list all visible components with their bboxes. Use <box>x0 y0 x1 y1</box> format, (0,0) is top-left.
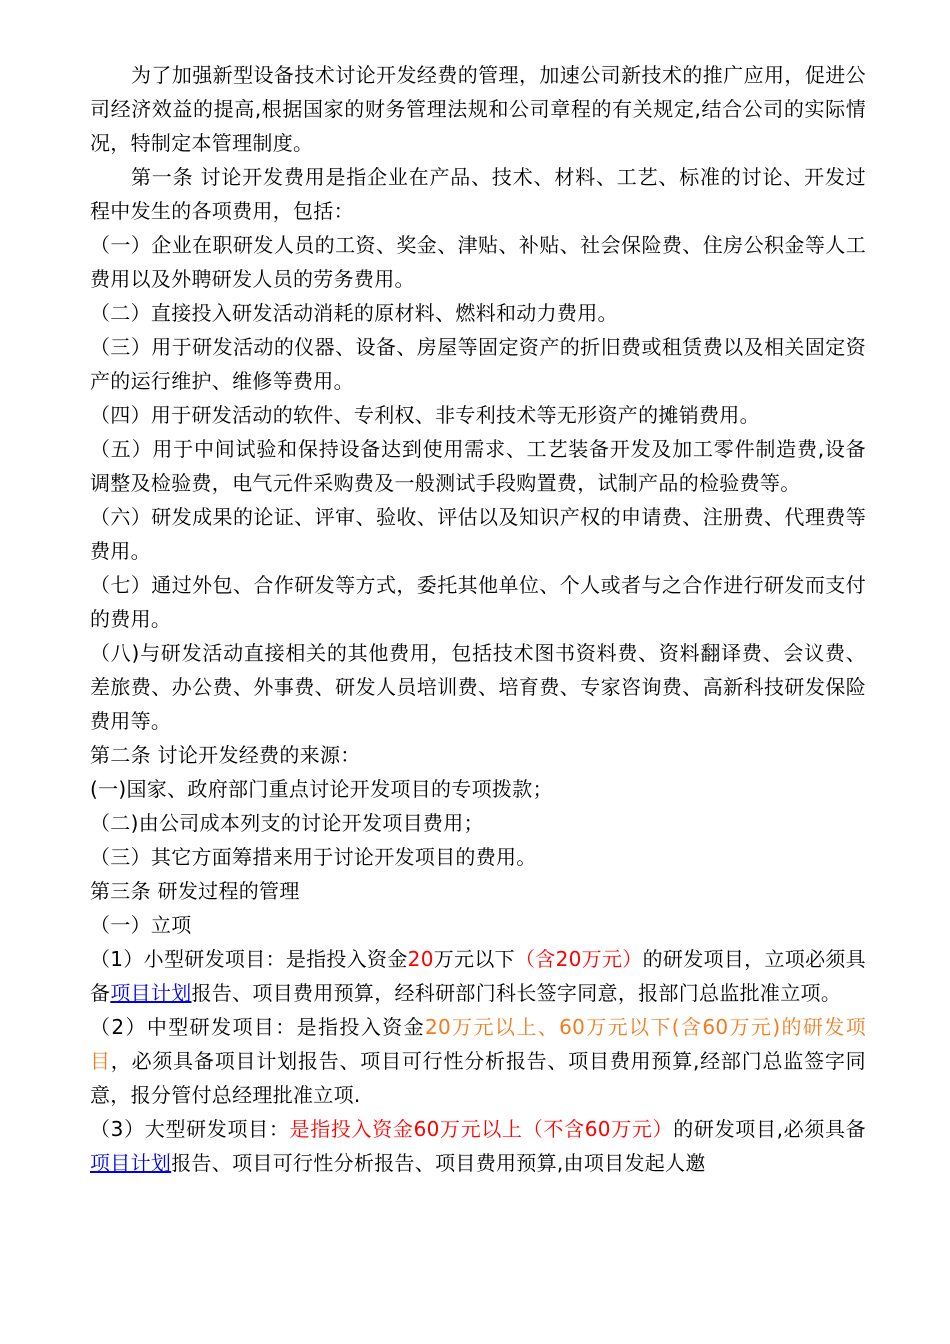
article-3-subheading-approval: （一）立项 <box>90 913 192 937</box>
medium-project-text-2: ，必须具备项目计划报告、项目可行性分析报告、项目费用预算,经部门总监签字同意，报分管付总经理批准立项. <box>90 1049 866 1107</box>
small-project-paragraph <box>90 942 866 1010</box>
article-2-item-2: （二)由公司成本列支的讨论开发项目费用； <box>90 811 484 835</box>
small-project-text-4: 报告、项目费用预算，经科研部门科长签字同意，报部门总监批准立项。 <box>191 981 842 1005</box>
medium-project-text-1: （2）中型研发项目：是指投入资金 <box>90 1015 425 1039</box>
small-project-amount: 20 <box>407 947 434 971</box>
article-2-item-1: (一)国家、政府部门重点讨论开发项目的专项拨款； <box>90 777 553 801</box>
article-1-item-8: （八)与研发活动直接相关的其他费用，包括技术图书资料费、资料翻译费、会议费、差旅费、办公费、外事费、研发人员培训费、培育费、专家咨询费、高新科技研发保险费用等。 <box>90 641 866 733</box>
article-1-heading: 第一条 讨论开发费用是指企业在产品、技术、材料、工艺、标准的讨论、开发过程中发生的各项费用，包括： <box>90 165 866 223</box>
article-1-item-4: （四）用于研发活动的软件、专利权、非专利技术等无形资产的摊销费用。 <box>90 403 760 427</box>
small-project-text-3: 的研发项目，立项必须具备 <box>90 947 866 1005</box>
project-plan-link-2[interactable]: 项目计划 <box>90 1151 172 1175</box>
small-project-amount-note: （含20万元） <box>514 947 643 971</box>
project-plan-link[interactable]: 项目计划 <box>110 981 192 1005</box>
article-1-item-2: （二）直接投入研发活动消耗的原材料、燃料和动力费用。 <box>90 301 618 325</box>
small-project-text-1: （1）小型研发项目：是指投入资金 <box>90 947 408 971</box>
article-1-item-1: （一）企业在职研发人员的工资、奖金、津贴、补贴、社会保险费、住房公积金等人工费用以及外聘研发人员的劳务费用。 <box>90 233 866 291</box>
article-3-heading: 第三条 研发过程的管理 <box>90 879 300 903</box>
medium-project-highlight: 20万元以上、60万元以下(含60万元)的研发项目 <box>90 1015 866 1073</box>
large-project-text-2: 的研发项目,必须具备 <box>673 1117 866 1141</box>
small-project-text-2: 万元以下 <box>433 947 515 971</box>
article-1-item-3: （三）用于研发活动的仪器、设备、房屋等固定资产的折旧费或租赁费以及相关固定资产的运行维护、维修等费用。 <box>90 335 866 393</box>
intro-paragraph: 为了加强新型设备技术讨论开发经费的管理，加速公司新技术的推广应用，促进公司经济效益的提高,根据国家的财务管理法规和公司章程的有关规定,结合公司的实际情况，特制定本管理制度。 <box>90 63 866 155</box>
large-project-text-3: 报告、项目可行性分析报告、项目费用预算,由项目发起人邀 <box>171 1151 706 1175</box>
article-1-item-7: （七）通过外包、合作研发等方式，委托其他单位、个人或者与之合作进行研发而支付的费用。 <box>90 573 866 631</box>
article-1-item-6: （六）研发成果的论证、评审、验收、评估以及知识产权的申请费、注册费、代理费等费用。 <box>90 505 866 563</box>
large-project-text-1: （3）大型研发项目： <box>90 1117 290 1141</box>
large-project-paragraph <box>90 1112 866 1180</box>
article-2-heading: 第二条 讨论开发经费的来源： <box>90 743 361 767</box>
medium-project-paragraph <box>90 1010 866 1112</box>
article-2-item-3: （三）其它方面筹措来用于讨论开发项目的费用。 <box>90 845 537 869</box>
document-body <box>90 58 866 1180</box>
large-project-highlight: 是指投入资金60万元以上（不含60万元） <box>289 1117 674 1141</box>
article-1-item-5: （五）用于中间试验和保持设备达到使用需求、工艺装备开发及加工零件制造费,设备调整及检验费，电气元件采购费及一般测试手段购置费，试制产品的检验费等。 <box>90 437 866 495</box>
